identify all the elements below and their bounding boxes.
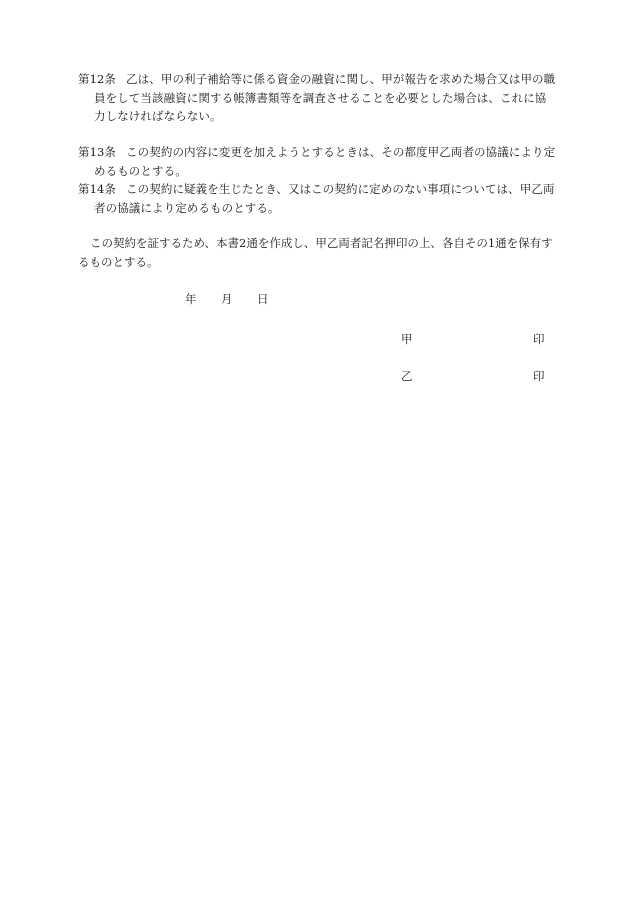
seal-mark: 印 bbox=[533, 369, 545, 383]
date-year-label: 年 bbox=[185, 292, 197, 306]
article-14 bbox=[78, 180, 556, 217]
article-text: この契約に疑義を生じたとき、又はこの契約に定めのない事項については、甲乙両者の協議により定めるものとする。 bbox=[94, 182, 555, 215]
signature-line-kou bbox=[0, 331, 630, 351]
date-day-label: 日 bbox=[257, 292, 269, 306]
party-label: 乙 bbox=[401, 369, 413, 383]
closing-paragraph: この契約を証するため、本書2通を作成し、甲乙両者記名押印の上、各自その1通を保有するものとする。 bbox=[78, 236, 553, 269]
article-13 bbox=[78, 143, 556, 180]
article-number: 第14条 bbox=[78, 182, 117, 196]
article-text: この契約の内容に変更を加えようとするときは、その都度甲乙両者の協議により定めるものとする。 bbox=[94, 145, 556, 178]
article-12 bbox=[78, 70, 556, 126]
date-line bbox=[0, 291, 630, 311]
article-number: 第13条 bbox=[78, 145, 117, 159]
party-label: 甲 bbox=[401, 332, 413, 346]
article-number: 第12条 bbox=[78, 72, 117, 86]
seal-mark: 印 bbox=[533, 332, 545, 346]
signature-line-otsu bbox=[0, 368, 630, 388]
date-month-label: 月 bbox=[221, 292, 233, 306]
article-text: 乙は、甲の利子補給等に係る資金の融資に関し、甲が報告を求めた場合又は甲の職員をして当該融資に関する帳簿書類等を調査させることを必要とした場合は、これに協力しなければならない。 bbox=[94, 72, 556, 123]
